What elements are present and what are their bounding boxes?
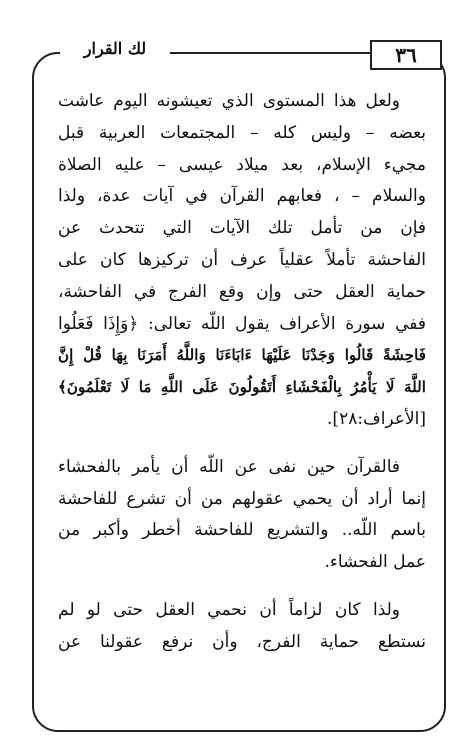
text-line: والسلام – ، فعابهم القرآن في آيات عدة، ولذا [58, 186, 426, 207]
text-line: فالقرآن حين نفى عن اللّه أن يأمر بالفحشاء [58, 456, 400, 477]
paragraph [58, 595, 426, 659]
body-text [58, 86, 426, 659]
paragraph [58, 86, 426, 436]
text-line: إنما أراد أن يحمي عقولهم من أن تشرع للفاحشة [58, 488, 426, 509]
text-line: فإن من تأمل تلك الآيات التي تتحدث عن [58, 218, 426, 239]
text-line: حماية العقل حتى وإن وقع الفرج في الفاحشة، [58, 281, 426, 302]
quran-verse-line: اللَّهَ لَا يَأْمُرُ بِالْفَحْشَاءِ أَتَقُولُونَ عَلَى اللَّهِ مَا لَا تَعْلَمُونَ﴾ [58, 378, 426, 397]
page-number: ٣٦ [370, 40, 442, 70]
text-line: ولعل هذا المستوى الذي تعيشونه اليوم عاشت [58, 91, 400, 111]
text-line: ففي سورة الأعراف يقول اللّه تعالى: ﴿وَإِذَا فَعَلُوا [58, 313, 426, 334]
running-title: لك القرار [60, 38, 170, 60]
text-line: بعضه – وليس كله – المجتمعات العربية قبل [58, 122, 426, 143]
text-line: عمل الفحشاء. [324, 552, 426, 573]
text-line: ولذا كان لزاماً أن نحمي العقل حتى لو لم [58, 599, 400, 620]
verse-citation: [الأعراف:٢٨]. [327, 408, 426, 429]
quran-verse-line: فَاحِشَةً قَالُوا وَجَدْنَا عَلَيْهَا ءَابَاءَنَا وَاللَّهُ أَمَرَنَا بِهَا قُلْ إِنَّ [58, 346, 426, 365]
text-line: باسم اللّه.. والتشريع للفاحشة أخطر وأكبر من [58, 520, 426, 541]
text-line: الفاحشة تأملاً عقلياً عرف أن تركيزها كان على [58, 249, 426, 270]
paragraph [58, 452, 426, 579]
text-line: مجيء الإسلام، بعد ميلاد عيسى – عليه الصلاة [58, 154, 426, 175]
text-line: نستطع حماية الفرج، وأن نرفع عقولنا عن [58, 631, 426, 652]
